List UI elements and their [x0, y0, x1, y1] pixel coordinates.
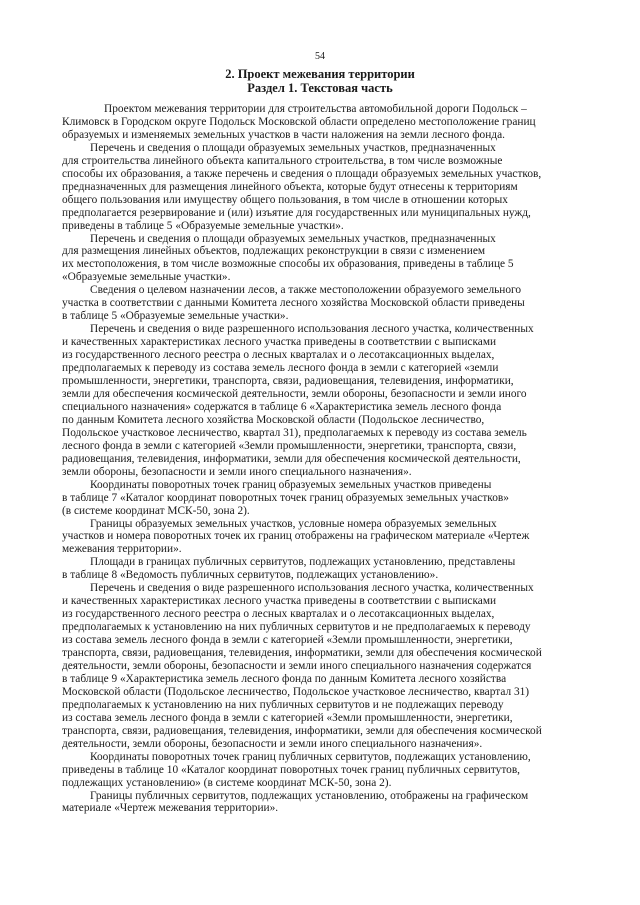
- paragraph: Границы образуемых земельных участков, условные номера образуемых земельных участков и номера поворотных точек их границ отображены на графическом материале «Чертеж межевания территории».: [62, 517, 530, 556]
- paragraph: Проектом межевания территории для строительства автомобильной дороги Подольск – Климовск в Городском округе Подольск Московской области определено местоположение границ образуемых и изменяемых земельных участков в части наложения на земли лесного фонда.: [62, 103, 536, 141]
- paragraph: Координаты поворотных точек границ образуемых земельных участков приведены в таблице 7 «Каталог координат поворотных точек границ образуемых земельных участков» (в системе координат МСК-50, зона 2).: [62, 478, 509, 517]
- paragraph: Площади в границах публичных сервитутов, подлежащих установлению, представлены в таблице 8 «Ведомость публичных сервитутов, подлежащих установлению».: [62, 556, 516, 582]
- paragraph: Перечень и сведения о площади образуемых земельных участков, предназначенных для строительства линейного объекта капитального строительства, в том числе возможные способы их образования, а также перечень и сведения о площади образуемых земельных участков, предназначенных для размещения линейного объекта, которые будут отнесены к территориям общего пользования или имуществу общего пользования, в том числе в отношении которых предполагается резервирование и (или) изъятие для государственных или муниципальных нужд, приведены в таблице 5 «Образуемые земельные участки».: [62, 141, 542, 232]
- paragraph: Перечень и сведения о виде разрешенного использования лесного участка, количественных и качественных характеристиках лесного участка приведены в соответствии с выписками из государственного лесного реестра о лесных кварталах и о лесотаксационных выделах, предполагаемых к установлению на них публичных сервитутов и не предполагаемых к переводу из состава земель лесного фонда в земли с категорией «Земли промышленности, энергетики, транспорта, связи, радиовещания, телевидения, информатики, земли для обеспечения космической деятельности, земли обороны, безопасности и земли иного специального назначения содержатся в таблице 9 «Характеристика земель лесного фонда по данным Комитета лесного хозяйства Московской области (Подольское лесничество, Подольское участковое лесничество, квартал 31) предполагаемых к установлению на них публичных сервитутов и не подлежащих переводу из состава земель лесного фонда в земли с категорией «Земли промышленности, энергетики, транспорта, связи, радиовещания, телевидения, информатики, земли для обеспечения космической деятельности, земли обороны, безопасности и земли иного специального назначения».: [62, 582, 542, 750]
- paragraph: Перечень и сведения о виде разрешенного использования лесного участка, количественных и качественных характеристиках лесного участка приведены в соответствии с выписками из государственного лесного реестра о лесных кварталах и о лесотаксационных выделах, предполагаемых к переводу из состава земель лесного фонда в земли с категорией «земли промышленности, энергетики, транспорта, связи, радиовещания, телевидения, информатики, земли для обеспечения космической деятельности, земли обороны, безопасности и земли иного специального назначения» содержатся в таблице 6 «Характеристика земель лесного фонда по данным Комитета лесного хозяйства Московской области (Подольское лесничество, Подольское участковое лесничество, квартал 31), предполагаемых к переводу из состава земель лесного фонда в земли с категорией «Земли промышленности, энергетики, транспорта, связи, радиовещания, телевидения, информатики, земли для обеспечения космической деятельности, земли обороны, безопасности и земли иного специального назначения».: [62, 323, 534, 478]
- paragraph: Координаты поворотных точек границ публичных сервитутов, подлежащих установлению, приведены в таблице 10 «Каталог координат поворотных точек границ публичных сервитутов, подлежащих установлению» (в системе координат МСК-50, зона 2).: [62, 750, 531, 789]
- paragraph: Границы публичных сервитутов, подлежащих установлению, отображены на графическом материале «Чертеж межевания территории».: [62, 789, 529, 815]
- section-title: 2. Проект межевания территории: [225, 67, 415, 81]
- section-subtitle: Раздел 1. Текстовая часть: [247, 81, 393, 95]
- paragraph: Перечень и сведения о площади образуемых земельных участков, предназначенных для размещения линейных объектов, подлежащих реконструкции в связи с изменением их местоположения, в том числе возможные способы их образования, приведены в таблице 5 «Образуемые земельные участки».: [62, 232, 514, 284]
- document-body: [62, 103, 613, 815]
- page-number: 54: [315, 51, 325, 62]
- paragraph: Сведения о целевом назначении лесов, а также местоположении образуемого земельного участка в соответствии с данными Комитета лесного хозяйства Московской области приведены в таблице 5 «Образуемые земельные участки».: [62, 284, 525, 323]
